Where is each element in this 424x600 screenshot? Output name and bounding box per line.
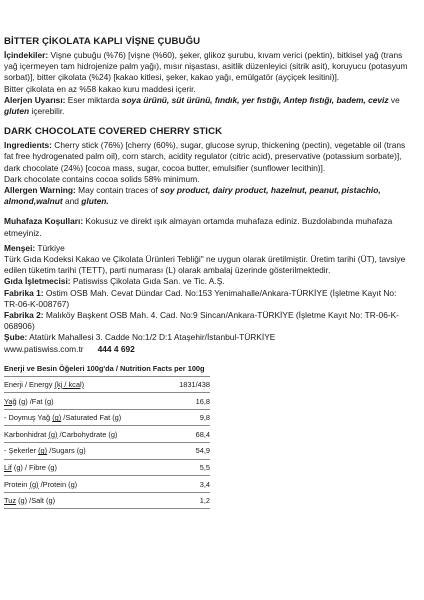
nutrient-label-ul: (g)	[38, 446, 48, 456]
nutrient-label-ul: Lif	[4, 462, 12, 472]
en-allergen-label: Allergen Warning:	[4, 185, 76, 196]
origin-label: Menşei:	[4, 242, 36, 253]
factory-2	[4, 310, 412, 332]
tr-ingredients	[4, 50, 412, 84]
origin	[4, 243, 412, 254]
nutrient-label	[4, 443, 167, 460]
branch-label: Şube:	[4, 332, 28, 343]
nutrient-label-pre: Karbonhidrat	[4, 429, 49, 439]
nutrient-value: 54,9	[167, 443, 210, 460]
nutrient-label-pre: Protein	[4, 479, 30, 489]
nutrient-value: 1831/438	[167, 376, 210, 393]
label-document	[4, 36, 412, 509]
contact-line	[4, 344, 412, 354]
tr-allergen-label: Alerjen Uyarısı:	[4, 94, 66, 105]
tr-ingredients-text: Vişne çubuğu (%76) [vişne (%60), şeker, glikoz şurubu, kıvam verici (pektin), bitkisel yağ (trans yağ içermeyen tam hidrojenize palm yağı), mısır nişastası, asitlik düzenleyici (sitrik asit), koruyucu (potasyum sorbat)], bitter çikolata (%24) [kakao kitlesi, şeker, kakao yağı, emülgatör (ayçiçek lesitini)].	[4, 50, 408, 83]
storage-conditions	[4, 216, 412, 238]
nutrient-label-post: /Protein (g)	[38, 479, 78, 489]
nutrient-label-pre: - Şekerler	[4, 446, 39, 456]
table-row	[4, 393, 210, 410]
codex-statement: Türk Gıda Kodeksi Kakao ve Çikolata Ürünleri Tebliği" ne uygun olarak üretilmiştir. Üretim tarihi (ÜT), tavsiye edilen tüketim tarihi (TETT), parti numarası (L) olarak ambalaj üzerinde gösterilmektedir.	[4, 254, 406, 276]
tr-allergen-items: soya ürünü, süt ürünü, fındık, yer fıstığı, Antep fıstığı, badem, ceviz	[121, 94, 389, 105]
nutrient-label-post: (g) /Fat (g)	[16, 396, 54, 406]
nutrient-label	[4, 492, 167, 509]
nutrient-value: 1,2	[167, 492, 210, 509]
en-cocoa-note: Dark chocolate contains cocoa solids 58% minimum.	[4, 173, 200, 184]
branch-text: Atatürk Mahallesi 3. Cadde No:1/2 D:1 Ataşehir/İstanbul-TÜRKİYE	[27, 332, 276, 343]
nutrient-label	[4, 393, 167, 410]
nutrient-label-ul: (kj / kcal)	[54, 379, 85, 389]
operator-text: Patiswiss Çikolata Gıda San. ve Tic. A.Ş.	[70, 276, 225, 287]
table-row	[4, 459, 210, 476]
tr-product-title: BİTTER ÇİKOLATA KAPLI VİŞNE ÇUBUĞU	[4, 36, 201, 47]
table-row	[4, 476, 210, 493]
factory-2-text: Malıköy Başkent OSB Mah. 4. Cad. No:9 Sincan/Ankara-TÜRKİYE (İşletme Kayıt No: TR-06-K-068906)	[4, 310, 400, 332]
table-row	[4, 443, 210, 460]
nutrient-label-post: /Sugars (g)	[47, 446, 86, 456]
nutrition-table	[4, 364, 210, 510]
en-ingredients-label: Ingredients:	[4, 140, 52, 151]
operator-label: Gıda İşletmecisi:	[4, 276, 71, 287]
nutrient-value: 3,4	[167, 476, 210, 493]
nutrient-label-post: /Saturated Fat (g)	[61, 413, 122, 423]
tr-cocoa-note: Bitter çikolata en az %58 kakao kuru maddesi içerir.	[4, 83, 196, 94]
table-row	[4, 409, 210, 426]
en-product-title: DARK CHOCOLATE COVERED CHERRY STICK	[4, 126, 223, 138]
food-operator	[4, 276, 412, 287]
tr-ingredients-label: İçindekiler:	[4, 50, 49, 60]
factory-1-text: Ostim OSB Mah. Cevat Dündar Cad. No:153 Yenimahalle/Ankara-TÜRKİYE (İşletme Kayıt No: TR-06-K-008767)	[4, 287, 397, 309]
nutrient-label-ul: (g)	[48, 429, 58, 439]
tr-allergen-pre: Eser miktarda	[65, 94, 122, 105]
nutrient-label	[4, 409, 167, 426]
factory-1	[4, 288, 412, 310]
nutrient-label-post: /Carbohydrate (g)	[57, 429, 118, 439]
nutrient-label-ul: Tuz	[4, 496, 17, 506]
table-row	[4, 492, 210, 509]
nutrient-label-post: (g) / Fibre (g)	[11, 462, 57, 472]
tr-allergen-last: gluten	[4, 106, 30, 117]
table-row	[4, 426, 210, 443]
en-allergen-pre: May contain traces of	[75, 185, 161, 196]
en-ingredients	[4, 140, 412, 174]
nutrient-label	[4, 476, 167, 493]
en-allergen	[4, 185, 412, 207]
nutrient-label	[4, 376, 167, 393]
nutrient-label-post: (g) /Salt (g)	[16, 496, 56, 506]
tr-allergen-and: ve	[388, 94, 400, 105]
nutrient-label-ul: (g)	[29, 479, 39, 489]
nutrient-value: 16,8	[167, 393, 210, 410]
nutrient-label-pre: - Doymuş Yağ	[4, 413, 53, 423]
nutrient-value: 5,5	[167, 459, 210, 476]
nutrient-label-pre: Enerji / Energy	[4, 379, 55, 389]
website-url: www.patiswiss.com.tr	[4, 343, 84, 354]
table-row	[4, 376, 210, 393]
tr-allergen-post: içerebilir.	[29, 106, 65, 117]
en-allergen-items: soy product, dairy product, hazelnut, peanut, pistachio, almond,walnut	[4, 185, 381, 207]
storage-label: Muhafaza Koşulları:	[4, 216, 84, 227]
en-allergen-and: and	[62, 196, 82, 207]
nutrient-value: 9,8	[167, 409, 210, 426]
en-allergen-last: gluten.	[81, 196, 109, 207]
nutrient-label-ul: Yağ	[4, 396, 17, 406]
tr-allergen	[4, 95, 412, 117]
origin-text: Türkiye	[35, 242, 65, 253]
phone-number: 444 4 692	[97, 343, 135, 354]
storage-text: Kokusuz ve direkt ışık almayan ortamda muhafaza ediniz. Buzdolabında muhafaza etmeyiniz.	[4, 216, 393, 238]
nutrient-label	[4, 426, 167, 443]
factory-2-label: Fabrika 2:	[4, 310, 44, 321]
nutrient-label-ul: (g)	[52, 413, 62, 423]
nutrition-header: Enerji ve Besin Öğeleri 100g'da / Nutrition Facts per 100g	[4, 364, 210, 377]
nutrient-label	[4, 459, 167, 476]
factory-1-label: Fabrika 1:	[4, 287, 44, 298]
nutrient-value: 68,4	[167, 426, 210, 443]
en-ingredients-text: Cherry stick (76%) [cherry (60%), sugar, glucose syrup, thickening (pectin), vegetable oil (trans fat free hydrogenated palm oil), corn starch, acidity regulator (citric acid), preservative (potassium sorbate)], dark chocolate (24%) [cocoa mass, sugar, cocoa butter, emulsifier (sunflower lecithin)].	[4, 140, 406, 173]
branch	[4, 332, 412, 343]
